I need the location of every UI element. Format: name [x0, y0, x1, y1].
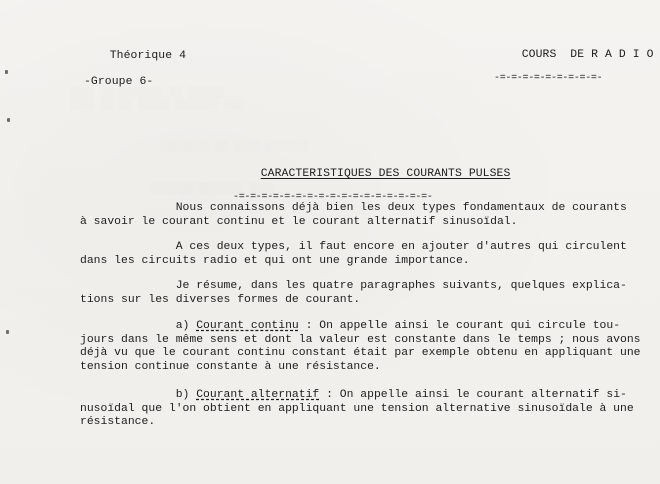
- document-title-underline: -=-=-=-=-=-=-=-=-=-=-=-=-=-=-=-=-=-: [233, 192, 433, 203]
- paragraph-line: tions sur les diverses formes de courant.: [80, 293, 361, 306]
- bleed-through-text: ░░░░░░░░ ░░ ░░░░ ░░░░░░░: [160, 142, 309, 153]
- course-title: COURS DE R A D I O: [521, 49, 654, 61]
- term-courant-continu: Courant continu: [196, 320, 299, 332]
- course-title-underline: -=-=-=-=-=-=-=-=-=-: [494, 73, 603, 84]
- scan-mark: [7, 118, 10, 122]
- paragraph-line: résistance.: [80, 416, 156, 429]
- paragraph-3: [80, 280, 640, 307]
- paragraph-line: A ces deux types, il faut encore en ajouter d'autres qui circulent: [80, 241, 627, 253]
- paragraph-indent: a): [80, 320, 197, 332]
- paragraph-courant-alternatif: [80, 389, 640, 430]
- header-groupe: -Groupe 6-: [84, 76, 154, 88]
- paragraph-line: Nous connaissons déjà bien les deux types fondamentaux de courants: [80, 202, 627, 214]
- header-theorique: Théorique 4: [109, 50, 187, 62]
- paragraph-2: [80, 241, 640, 268]
- header-right: [494, 36, 654, 109]
- paragraph-line: tension continue constante à une résistance.: [80, 360, 381, 373]
- paragraph-indent: b): [80, 389, 197, 401]
- bleed-through-text: ░░░░ ░░ ░░ ░░░░░ ░░░░░░░ ░░░: [70, 100, 244, 111]
- paragraph-courant-continu: [80, 320, 640, 374]
- bleed-through-text: ░░░░░░░ ░░░░░░░ ░░░░: [150, 184, 275, 195]
- paragraph-line: : On appelle ainsi le courant qui circule tou-: [298, 320, 621, 332]
- term-courant-alternatif: Courant alternatif: [196, 389, 320, 401]
- paragraph-line: dans les circuits radio et qui ont une grande importance.: [80, 254, 470, 267]
- header-left: [82, 37, 186, 115]
- paragraph-line: déjà vu que le courant continu constant était par exemple obtenu en appliquant une: [80, 347, 641, 360]
- paragraph-line: à savoir le courant continu et le courant alternatif sinusoïdal.: [80, 215, 518, 228]
- document-title: CARACTERISTIQUES DES COURANTS PULSES: [260, 168, 511, 180]
- scan-mark: [6, 330, 9, 334]
- paragraph-1: [80, 202, 640, 229]
- paragraph-line: Je résume, dans les quatre paragraphes suivants, quelques explica-: [80, 280, 627, 292]
- scan-mark: [5, 70, 8, 74]
- bleed-through-text: ░░░░ ░░ ░░░░░░░ ░░ ░░░░░░: [70, 88, 226, 99]
- paragraph-line: nusoïdal que l'on obtient en appliquant une tension alternative sinusoïdale à une: [80, 402, 634, 415]
- paragraph-line: : On appelle ainsi le courant alternatif si-: [319, 389, 627, 401]
- paragraph-line: jours dans le même sens et dont la valeur est constante dans le temps ; nous avons: [80, 333, 641, 346]
